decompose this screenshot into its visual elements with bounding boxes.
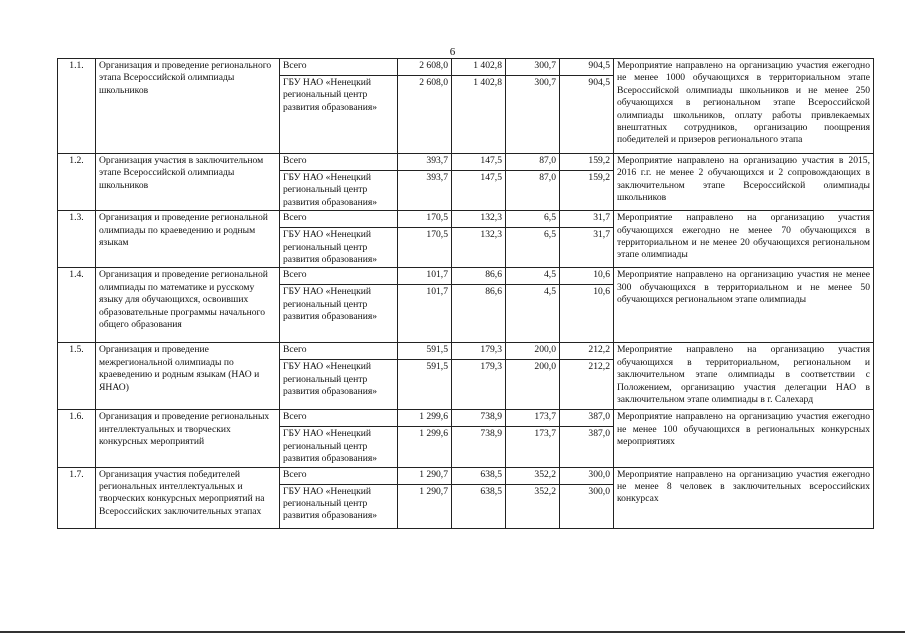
year-value-3: 904,5 — [560, 76, 614, 154]
total-value: 1 299,6 — [398, 427, 452, 467]
year-value-1: 132,3 — [452, 228, 506, 268]
year-value-2: 4,5 — [506, 268, 560, 285]
total-value: 2 608,0 — [398, 59, 452, 76]
year-value-1: 738,9 — [452, 427, 506, 467]
activity-name: Организация участия победителей региональных интеллектуальных и творческих конкурсных мероприятий на Всероссийских заключительных этапах — [96, 467, 280, 528]
year-value-2: 300,7 — [506, 76, 560, 154]
activity-name: Организация участия в заключительном этапе Всероссийской олимпиады школьников — [96, 154, 280, 211]
total-value: 591,5 — [398, 360, 452, 410]
year-value-2: 352,2 — [506, 467, 560, 484]
table-row-total — [58, 343, 874, 360]
funding-source: Всего — [280, 211, 398, 228]
activity-description: Мероприятие направлено на организацию участия обучающихся в территориальном, региональном и заключительном этапе олимпиады в соответствии с Положением, организацию участия делегации НАО в заключительном этапе олимпиады в г. Салехард — [614, 343, 874, 410]
year-value-3: 159,2 — [560, 154, 614, 171]
total-value: 1 299,6 — [398, 410, 452, 427]
year-value-1: 638,5 — [452, 467, 506, 484]
funding-source: ГБУ НАО «Ненецкий региональный центр развития образования» — [280, 285, 398, 343]
scan-edge-line — [0, 631, 905, 633]
year-value-3: 904,5 — [560, 59, 614, 76]
table-row-total — [58, 268, 874, 285]
total-value: 2 608,0 — [398, 76, 452, 154]
year-value-1: 147,5 — [452, 171, 506, 211]
row-number: 1.1. — [58, 59, 96, 154]
row-number: 1.6. — [58, 410, 96, 467]
table-row-total — [58, 410, 874, 427]
year-value-1: 86,6 — [452, 268, 506, 285]
year-value-1: 132,3 — [452, 211, 506, 228]
activity-description: Мероприятие направлено на организацию участия ежегодно не менее 1000 обучающихся в территориальном этапе Всероссийской олимпиады школьников и не менее 250 обучающихся в региональном этапе Всероссийской олимпиады школьников, оплату работы привлекаемых внештатных сотрудников, организацию поощрения победителей и призеров регионального этапа — [614, 59, 874, 154]
funding-source: ГБУ НАО «Ненецкий региональный центр развития образования» — [280, 360, 398, 410]
year-value-3: 159,2 — [560, 171, 614, 211]
total-value: 1 290,7 — [398, 484, 452, 528]
funding-source: ГБУ НАО «Ненецкий региональный центр развития образования» — [280, 427, 398, 467]
activity-name: Организация и проведение региональной олимпиады по краеведению и родным языкам — [96, 211, 280, 268]
year-value-2: 200,0 — [506, 360, 560, 410]
year-value-1: 1 402,8 — [452, 59, 506, 76]
row-number: 1.7. — [58, 467, 96, 528]
year-value-2: 352,2 — [506, 484, 560, 528]
funding-source: Всего — [280, 467, 398, 484]
total-value: 170,5 — [398, 211, 452, 228]
activity-description: Мероприятие направлено на организацию участия обучающихся ежегодно не менее 70 обучающихся в территориальном и не менее 20 обучающихся региональном этапе олимпиады — [614, 211, 874, 268]
year-value-2: 6,5 — [506, 228, 560, 268]
year-value-2: 200,0 — [506, 343, 560, 360]
activity-name: Организация и проведение региональных интеллектуальных и творческих конкурсных мероприятий — [96, 410, 280, 467]
activity-description: Мероприятие направлено на организацию участия ежегодно не менее 100 обучающихся в региональных конкурсных мероприятиях — [614, 410, 874, 467]
total-value: 101,7 — [398, 268, 452, 285]
year-value-3: 300,0 — [560, 467, 614, 484]
activity-name: Организация и проведение межрегиональной олимпиады по краеведению и родным языкам (НАО и ЯНАО) — [96, 343, 280, 410]
funding-source: Всего — [280, 268, 398, 285]
year-value-2: 173,7 — [506, 427, 560, 467]
activity-name: Организация и проведение региональной олимпиады по математике и русскому языку для обучающихся, освоивших образовательные программы начального общего образования — [96, 268, 280, 343]
year-value-1: 738,9 — [452, 410, 506, 427]
year-value-1: 638,5 — [452, 484, 506, 528]
table-row-total — [58, 211, 874, 228]
total-value: 101,7 — [398, 285, 452, 343]
year-value-3: 300,0 — [560, 484, 614, 528]
funding-source: ГБУ НАО «Ненецкий региональный центр развития образования» — [280, 76, 398, 154]
funding-source: ГБУ НАО «Ненецкий региональный центр развития образования» — [280, 228, 398, 268]
total-value: 591,5 — [398, 343, 452, 360]
year-value-3: 387,0 — [560, 427, 614, 467]
table-row-total — [58, 154, 874, 171]
activity-description: Мероприятие направлено на организацию участия в 2015, 2016 г.г. не менее 2 обучающихся и 2 сопровождающих в заключительном этапе Всероссийской олимпиады школьников — [614, 154, 874, 211]
year-value-3: 212,2 — [560, 360, 614, 410]
funding-source: ГБУ НАО «Ненецкий региональный центр развития образования» — [280, 484, 398, 528]
year-value-2: 173,7 — [506, 410, 560, 427]
activity-name: Организация и проведение регионального этапа Всероссийской олимпиады школьников — [96, 59, 280, 154]
total-value: 1 290,7 — [398, 467, 452, 484]
activity-description: Мероприятие направлено на организацию участия не менее 300 обучающихся в территориальном и не менее 50 обучающихся региональном этапе олимпиады — [614, 268, 874, 343]
row-number: 1.2. — [58, 154, 96, 211]
table-row-total — [58, 467, 874, 484]
year-value-3: 31,7 — [560, 211, 614, 228]
funding-source: Всего — [280, 410, 398, 427]
year-value-3: 387,0 — [560, 410, 614, 427]
year-value-1: 147,5 — [452, 154, 506, 171]
total-value: 170,5 — [398, 228, 452, 268]
year-value-1: 1 402,8 — [452, 76, 506, 154]
year-value-2: 6,5 — [506, 211, 560, 228]
year-value-1: 179,3 — [452, 360, 506, 410]
year-value-1: 179,3 — [452, 343, 506, 360]
year-value-2: 87,0 — [506, 154, 560, 171]
page-number: 6 — [449, 46, 456, 58]
year-value-2: 4,5 — [506, 285, 560, 343]
funding-source: Всего — [280, 59, 398, 76]
year-value-3: 31,7 — [560, 228, 614, 268]
row-number: 1.5. — [58, 343, 96, 410]
row-number: 1.4. — [58, 268, 96, 343]
table-body — [58, 59, 874, 529]
total-value: 393,7 — [398, 171, 452, 211]
funding-source: Всего — [280, 343, 398, 360]
year-value-1: 86,6 — [452, 285, 506, 343]
program-activities-table — [57, 58, 874, 529]
funding-source: ГБУ НАО «Ненецкий региональный центр развития образования» — [280, 171, 398, 211]
year-value-2: 300,7 — [506, 59, 560, 76]
year-value-2: 87,0 — [506, 171, 560, 211]
row-number: 1.3. — [58, 211, 96, 268]
funding-source: Всего — [280, 154, 398, 171]
year-value-3: 10,6 — [560, 285, 614, 343]
year-value-3: 10,6 — [560, 268, 614, 285]
table-row-total — [58, 59, 874, 76]
year-value-3: 212,2 — [560, 343, 614, 360]
activity-description: Мероприятие направлено на организацию участия ежегодно не менее 8 человек в заключительных всероссийских конкурсах — [614, 467, 874, 528]
total-value: 393,7 — [398, 154, 452, 171]
